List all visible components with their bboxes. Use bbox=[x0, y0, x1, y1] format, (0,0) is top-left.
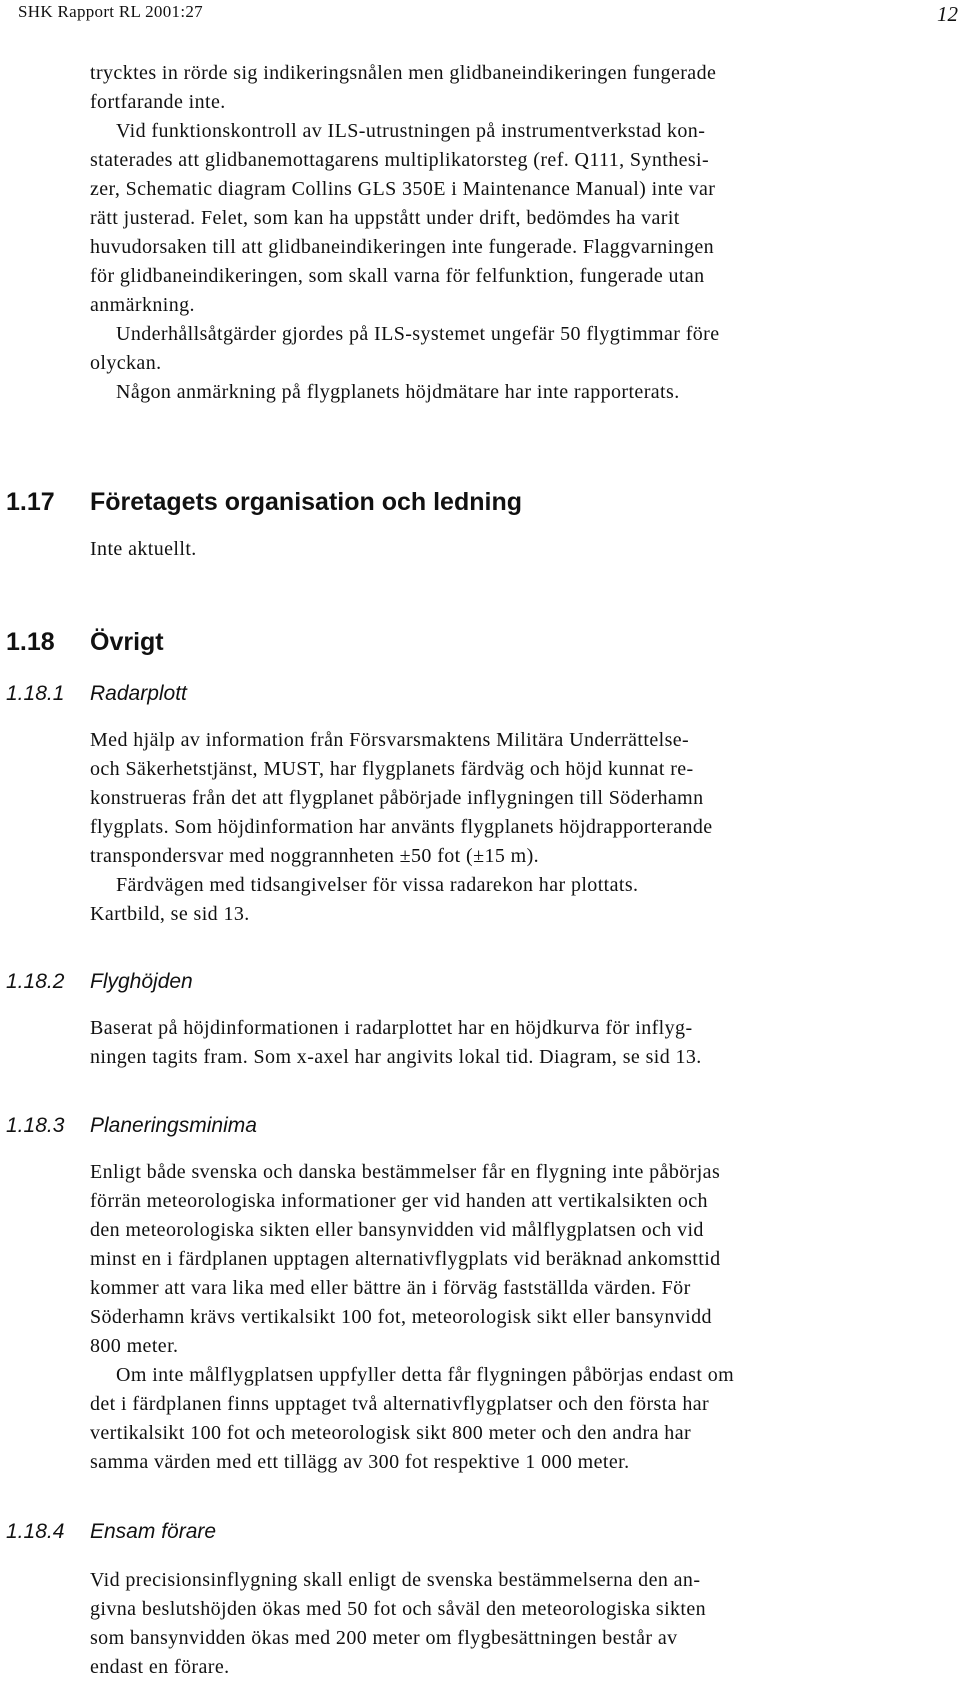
text-line: som bansynvidden ökas med 200 meter om flygbesättningen består av bbox=[90, 1627, 678, 1649]
section-1-17-number: 1.17 bbox=[6, 488, 55, 516]
text-line: Med hjälp av information från Försvarsmaktens Militära Underrättelse- bbox=[90, 729, 690, 751]
section-1-18-number: 1.18 bbox=[6, 628, 55, 656]
subsection-1-18-2-body bbox=[90, 1014, 940, 1072]
text-line: minst en i färdplanen upptagen alternativflygplats vid beräknad ankomsttid bbox=[90, 1248, 721, 1270]
text-line: transpondersvar med noggrannheten ±50 fot (±15 m). bbox=[90, 845, 540, 867]
subsection-1-18-1-title: Radarplott bbox=[90, 682, 187, 705]
subsection-1-18-4-number: 1.18.4 bbox=[6, 1520, 65, 1543]
text-line: Vid precisionsinflygning skall enligt de svenska bestämmelserna den an- bbox=[90, 1569, 701, 1591]
text-line: Söderhamn krävs vertikalsikt 100 fot, meteorologisk sikt eller bansynvidd bbox=[90, 1306, 712, 1328]
section-1-17-body bbox=[90, 535, 940, 564]
text-line: givna beslutshöjden ökas med 50 fot och såväl den meteorologiska sikten bbox=[90, 1598, 707, 1620]
text-line: Enligt både svenska och danska bestämmelser får en flygning inte påbörjas bbox=[90, 1161, 721, 1183]
text-line: Någon anmärkning på flygplanets höjdmätare har inte rapporterats. bbox=[116, 381, 680, 403]
text-line: det i färdplanen finns upptaget två alternativflygplatser och den första har bbox=[90, 1393, 710, 1415]
page-number: 12 bbox=[937, 2, 958, 26]
report-id: SHK Rapport RL 2001:27 bbox=[18, 2, 203, 21]
text-line: Kartbild, se sid 13. bbox=[90, 903, 250, 925]
text-line: Baserat på höjdinformationen i radarplottet har en höjdkurva för inflyg- bbox=[90, 1017, 693, 1039]
subsection-1-18-2-title: Flyghöjden bbox=[90, 970, 193, 993]
section-1-17-title: Företagets organisation och ledning bbox=[90, 488, 522, 516]
text-line: konstrueras från det att flygplanet påbörjade inflygningen till Söderhamn bbox=[90, 787, 704, 809]
text-line: huvudorsaken till att glidbaneindikeringen inte fungerade. Flaggvarningen bbox=[90, 236, 715, 258]
text-line: trycktes in rörde sig indikeringsnålen men glidbaneindikeringen fungerade bbox=[90, 62, 717, 84]
intro-text bbox=[90, 59, 940, 407]
text-line: fortfarande inte. bbox=[90, 91, 226, 113]
section-1-18-title: Övrigt bbox=[90, 628, 164, 656]
subsection-1-18-1-number: 1.18.1 bbox=[6, 682, 65, 705]
text-line: staterades att glidbanemottagarens multiplikatorsteg (ref. Q111, Synthesi- bbox=[90, 149, 710, 171]
text-line: kommer att vara lika med eller bättre än i förväg fastställda värden. För bbox=[90, 1277, 691, 1299]
text-line: Om inte målflygplatsen uppfyller detta får flygningen påbörjas endast om bbox=[116, 1364, 735, 1386]
subsection-1-18-1-body bbox=[90, 726, 940, 929]
text-line: samma värden med ett tillägg av 300 fot respektive 1 000 meter. bbox=[90, 1451, 630, 1473]
text-line: den meteorologiska sikten eller bansynvidden vid målflygplatsen och vid bbox=[90, 1219, 704, 1241]
text-line: 800 meter. bbox=[90, 1335, 179, 1357]
subsection-1-18-3-number: 1.18.3 bbox=[6, 1114, 65, 1137]
text-line: flygplats. Som höjdinformation har använts flygplanets höjdrapporterande bbox=[90, 816, 713, 838]
text-line: och Säkerhetstjänst, MUST, har flygplanets färdväg och höjd kunnat re- bbox=[90, 758, 694, 780]
text-line: zer, Schematic diagram Collins GLS 350E i Maintenance Manual) inte var bbox=[90, 178, 716, 200]
text-line: olyckan. bbox=[90, 352, 162, 374]
text-line: Underhållsåtgärder gjordes på ILS-systemet ungefär 50 flygtimmar före bbox=[116, 323, 720, 345]
text-line: vertikalsikt 100 fot och meteorologisk sikt 800 meter och den andra har bbox=[90, 1422, 692, 1444]
text-line: rätt justerad. Felet, som kan ha uppstått under drift, bedömdes ha varit bbox=[90, 207, 680, 229]
text-line: för glidbaneindikeringen, som skall varna för felfunktion, fungerade utan bbox=[90, 265, 705, 287]
subsection-1-18-2-number: 1.18.2 bbox=[6, 970, 65, 993]
subsection-1-18-3-body bbox=[90, 1158, 940, 1477]
subsection-1-18-3-title: Planeringsminima bbox=[90, 1114, 257, 1137]
text-line: förrän meteorologiska informationer ger vid handen att vertikalsikten och bbox=[90, 1190, 708, 1212]
text-line: Vid funktionskontroll av ILS-utrustningen på instrumentverkstad kon- bbox=[116, 120, 706, 142]
subsection-1-18-4-body bbox=[90, 1566, 940, 1682]
text-line: ningen tagits fram. Som x-axel har angivits lokal tid. Diagram, se sid 13. bbox=[90, 1046, 702, 1068]
text-line: anmärkning. bbox=[90, 294, 195, 316]
text-line: endast en förare. bbox=[90, 1656, 230, 1678]
text-line: Inte aktuellt. bbox=[90, 538, 197, 560]
text-line: Färdvägen med tidsangivelser för vissa radarekon har plottats. bbox=[116, 874, 639, 896]
subsection-1-18-4-title: Ensam förare bbox=[90, 1520, 217, 1543]
